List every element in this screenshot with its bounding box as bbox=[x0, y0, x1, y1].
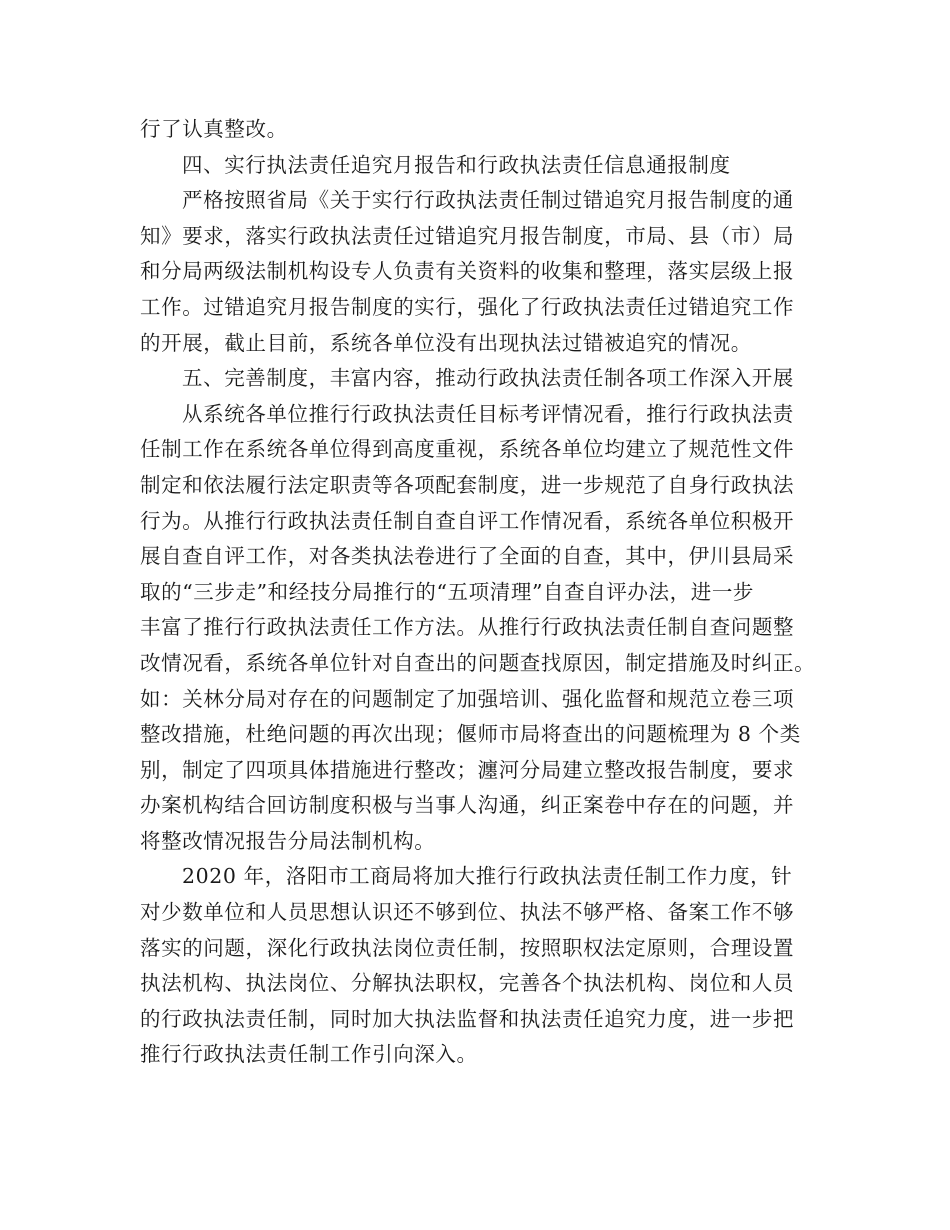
text-line: 展自查自评工作，对各类执法卷进行了全面的自查，其中，伊川县局采 bbox=[140, 544, 795, 569]
text-line: 严格按照省局《关于实行行政执法责任制过错追究月报告制度的通 bbox=[182, 188, 794, 213]
text-line: 改情况看，系统各单位针对自查出的问题查找原因，制定措施及时纠正。 bbox=[140, 650, 816, 675]
text-line: 执法机构、执法岗位、分解执法职权，完善各个执法机构、岗位和人员 bbox=[140, 971, 795, 996]
text-line: 对少数单位和人员思想认识还不够到位、执法不够严格、备案工作不够 bbox=[140, 900, 795, 925]
text-line: 任制工作在系统各单位得到高度重视，系统各单位均建立了规范性文件 bbox=[140, 437, 795, 462]
text-line: 行为。从推行行政执法责任制自查自评工作情况看，系统各单位积极开 bbox=[140, 508, 795, 533]
text-line: 取的“三步走”和经技分局推行的“五项清理”自查自评办法，进一步 bbox=[140, 579, 755, 604]
text-line: 推行行政执法责任制工作引向深入。 bbox=[140, 1042, 478, 1067]
text-line: 整改措施，杜绝问题的再次出现；偃师市局将查出的问题梳理为 8 个类 bbox=[140, 722, 801, 747]
text-line: 如：关林分局对存在的问题制定了加强培训、强化监督和规范立卷三项 bbox=[140, 686, 795, 711]
text-line: 知》要求，落实行政执法责任过错追究月报告制度，市局、县（市）局 bbox=[140, 223, 795, 248]
text-line: 工作。过错追究月报告制度的实行，强化了行政执法责任过错追究工作 bbox=[140, 294, 795, 319]
text-line: 的行政执法责任制，同时加大执法监督和执法责任追究力度，进一步把 bbox=[140, 1006, 795, 1031]
text-line: 办案机构结合回访制度积极与当事人沟通，纠正案卷中存在的问题，并 bbox=[140, 793, 795, 818]
text-line: 的开展，截止目前，系统各单位没有出现执法过错被追究的情况。 bbox=[140, 330, 752, 355]
text-line: 别，制定了四项具体措施进行整改；瀍河分局建立整改报告制度，要求 bbox=[140, 757, 795, 782]
text-line: 行了认真整改。 bbox=[140, 117, 288, 141]
text-line: 从系统各单位推行行政执法责任目标考评情况看，推行行政执法责 bbox=[182, 401, 794, 426]
text-line: 五、完善制度，丰富内容，推动行政执法责任制各项工作深入开展 bbox=[182, 366, 794, 391]
text-line: 丰富了推行行政执法责任工作方法。从推行行政执法责任制自查问题整 bbox=[140, 615, 795, 640]
text-line: 将整改情况报告分局法制机构。 bbox=[140, 828, 436, 853]
text-line: 2020 年，洛阳市工商局将加大推行行政执法责任制工作力度，针 bbox=[182, 864, 793, 889]
document-body bbox=[140, 112, 820, 1073]
text-line: 制定和依法履行法定职责等各项配套制度，进一步规范了自身行政执法 bbox=[140, 472, 795, 497]
text-line: 和分局两级法制机构设专人负责有关资料的收集和整理，落实层级上报 bbox=[140, 259, 795, 284]
text-line: 四、实行执法责任追究月报告和行政执法责任信息通报制度 bbox=[182, 152, 731, 177]
text-line: 落实的问题，深化行政执法岗位责任制，按照职权法定原则，合理设置 bbox=[140, 935, 795, 960]
